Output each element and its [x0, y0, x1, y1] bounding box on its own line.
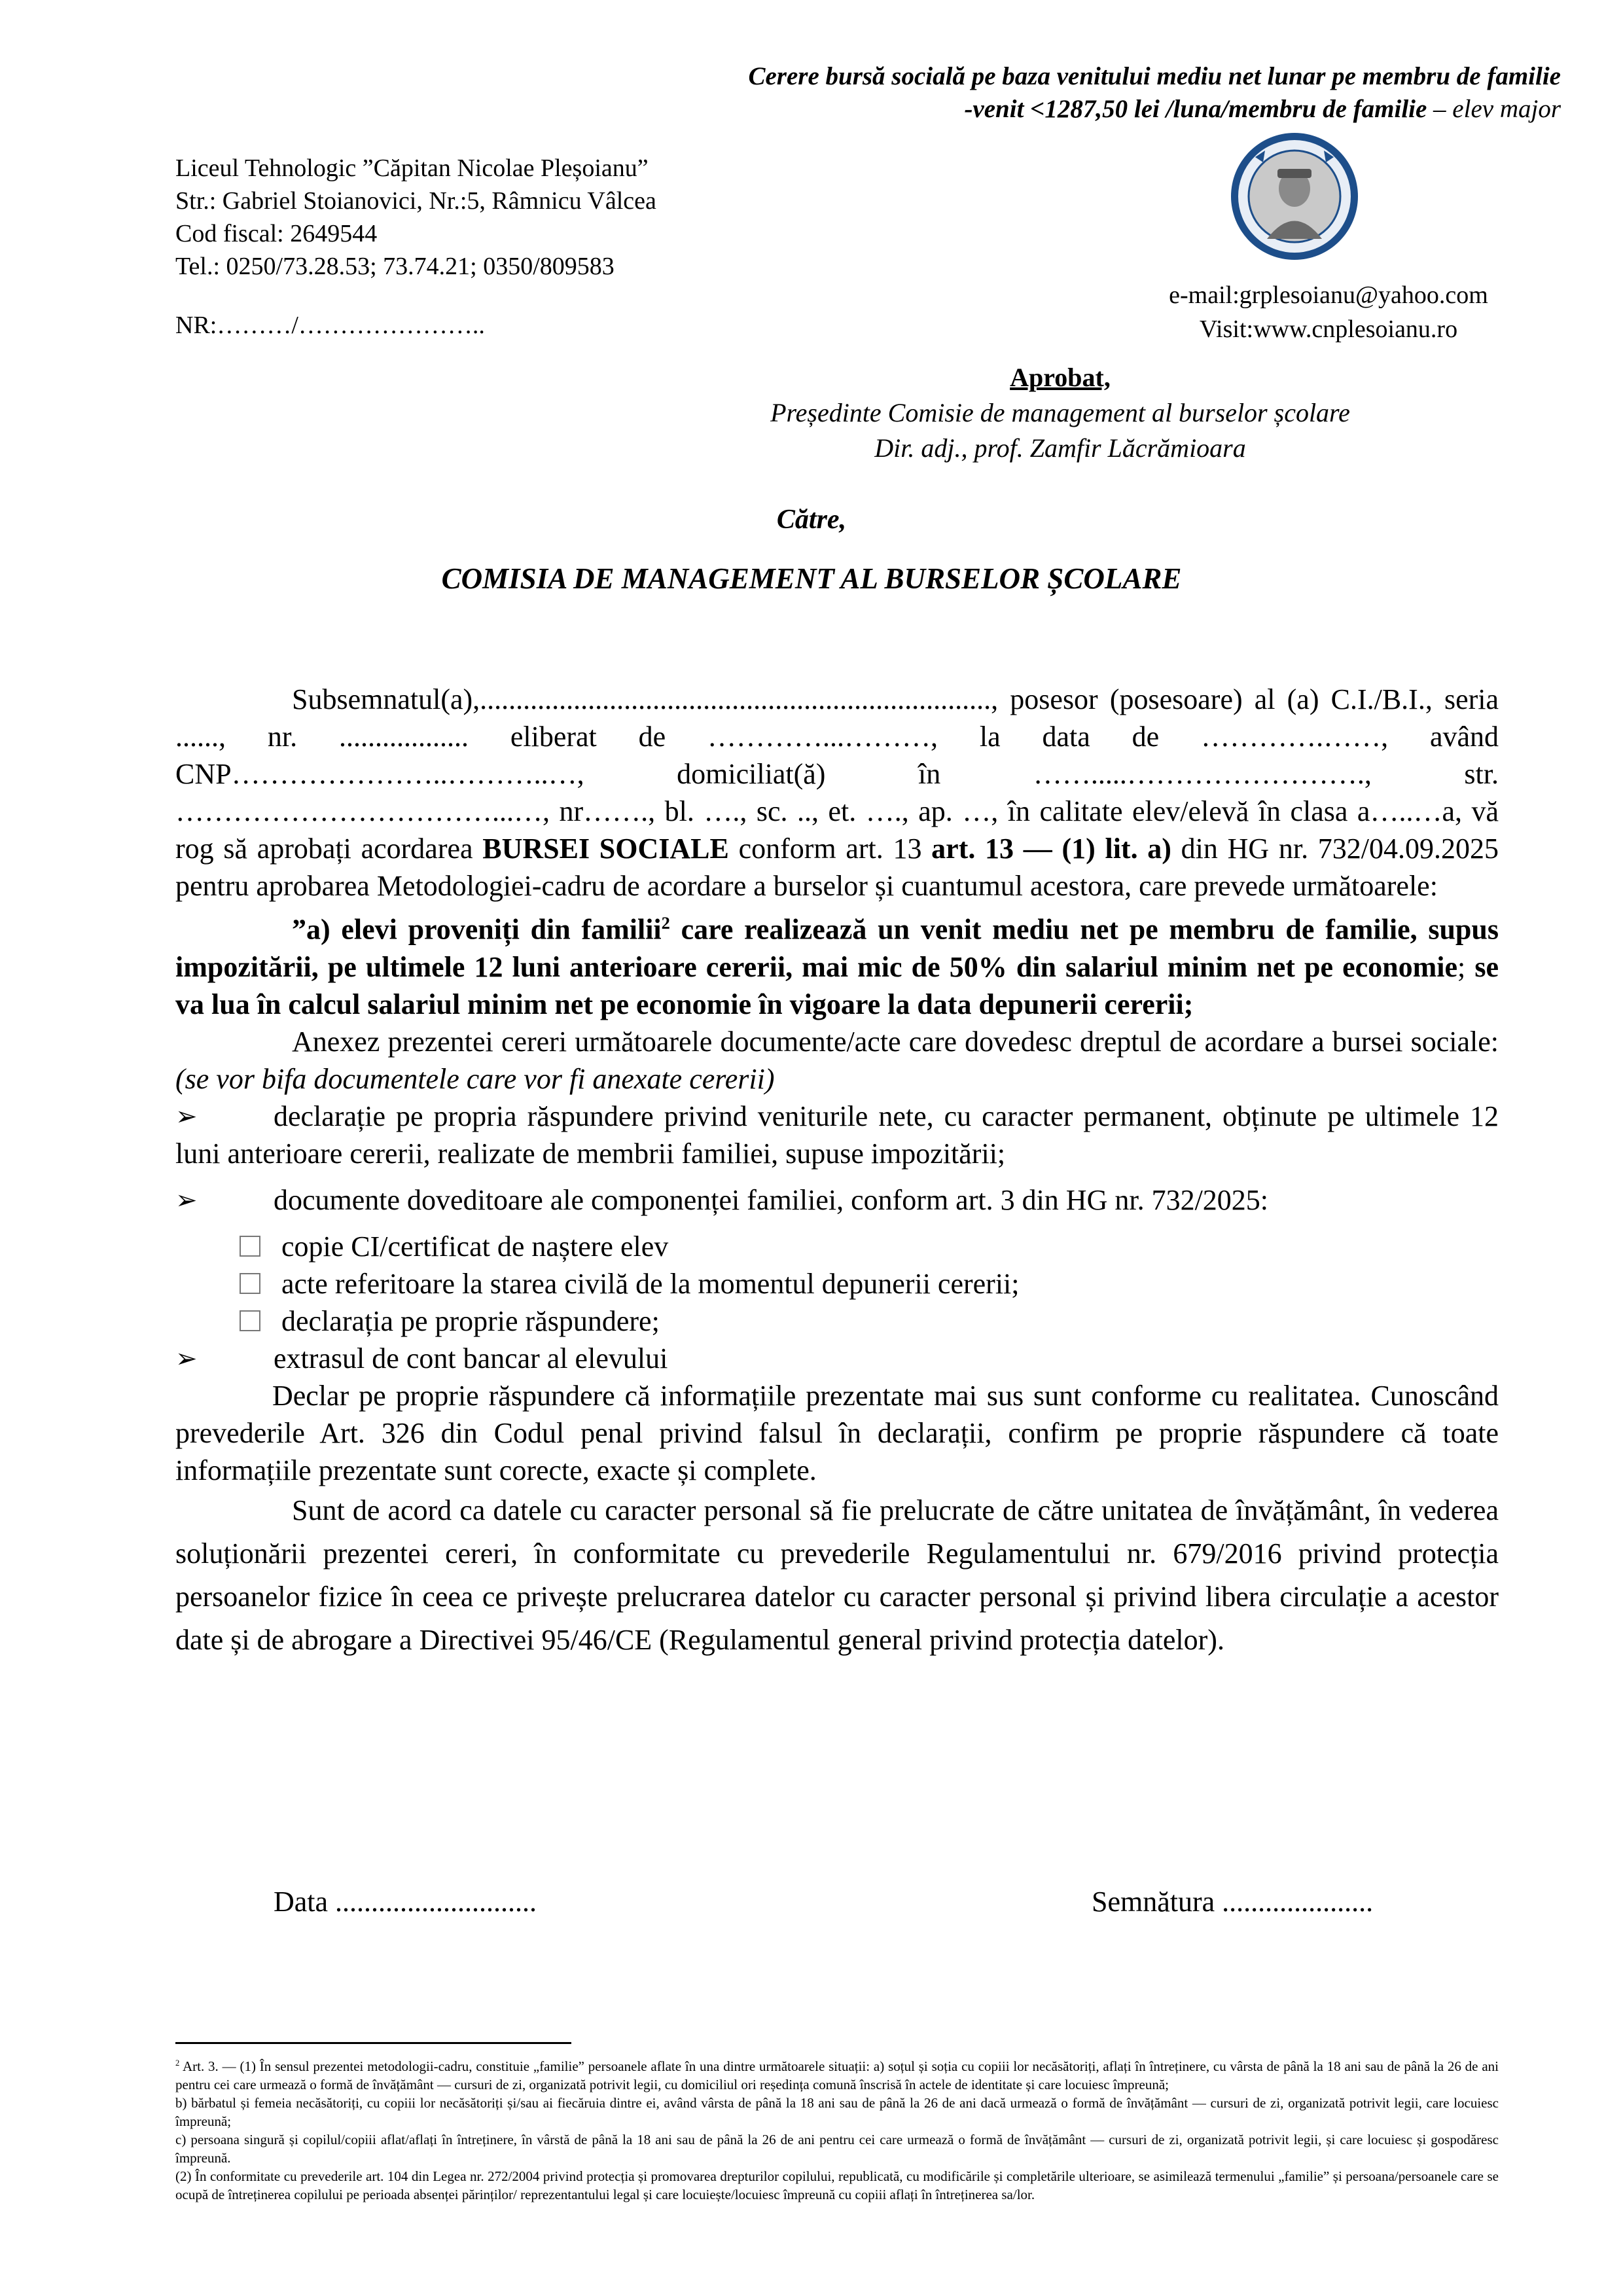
checkbox-label: acte referitoare la starea civilă de la momentul depunerii cererii;	[281, 1267, 1020, 1300]
footnote-p4: (2) În conformitate cu prevederile art. 104 din Legea nr. 272/2004 privind protecția și promovarea drepturilor copilului, republicată, cu modificările și completările ulterioare, se asimilează termenului „familie” și persoana/persoanele care se ocupă de întreținerea copilului pe perioada absenței părinților/ reprezentantului legal și care locuiește/locuiesc împreună cu copiii aflați în întreținerea sa/lor.	[175, 2168, 1499, 2202]
date-field: Data ............................	[274, 1886, 537, 1918]
school-phone: Tel.: 0250/73.28.53; 73.74.21; 0350/809583	[175, 253, 615, 280]
school-contact	[1142, 278, 1515, 346]
school-logo-icon	[1229, 131, 1360, 262]
form-type-line2: -venit <1287,50 lei /luna/membru de familie – elev major	[964, 95, 1561, 123]
checkbox[interactable]	[240, 1273, 260, 1294]
annex-intro: Anexez prezentei cereri următoarele documente/acte care dovedesc dreptul de acordare a bursei sociale: (se vor bifa documentele care vor fi anexate cererii)	[175, 1025, 1499, 1095]
addressee-commission: COMISIA DE MANAGEMENT AL BURSELOR ȘCOLARE	[441, 562, 1182, 595]
school-email: e-mail:grplesoianu@yahoo.com	[1169, 281, 1488, 309]
school-name: Liceul Tehnologic ”Căpitan Nicolae Pleșoianu”	[175, 154, 649, 182]
approval-person: Dir. adj., prof. Zamfir Lăcrămioara	[874, 433, 1246, 463]
annex-item-bank-statement: ➢ extrasul de cont bancar al elevului	[175, 1340, 1499, 1377]
request-body	[175, 681, 1499, 1662]
arrow-bullet-icon: ➢	[175, 1101, 198, 1131]
approval-role: Președinte Comisie de management al burselor școlare	[770, 398, 1350, 427]
arrow-bullet-icon: ➢	[175, 1343, 198, 1373]
checkbox-item-own-declaration[interactable]	[240, 1302, 1499, 1340]
school-address: Str.: Gabriel Stoianovici, Nr.:5, Râmnicu Vâlcea	[175, 187, 656, 215]
addressee-to: Către,	[776, 505, 847, 535]
checkbox-label: declarația pe proprie răspundere;	[281, 1304, 660, 1337]
footnote	[175, 2054, 1499, 2204]
footnote-p3: c) persoana singură și copilul/copiii aflat/aflați în întreținere, în vârstă de până la 18 ani sau de până la 26 de ani pentru cei care urmează o formă de învățământ — cursuri de zi, organizată potrivit legii, și care locuiesc și gospodăresc împreună.	[175, 2132, 1499, 2166]
approval-block	[654, 360, 1466, 466]
checkbox-item-id-copy[interactable]	[240, 1228, 1499, 1265]
truth-declaration: Declar pe proprie răspundere că informațiile prezentate mai sus sunt conforme cu realitatea. Cunoscând prevederile Art. 326 din Codul penal privind falsul în declarații, confirm pe proprie răspundere că toate informațiile prezentate sunt corecte, exacte și complete.	[175, 1379, 1499, 1486]
footnote-p1: $^2$ Art. 3. — (1) În sensul prezentei metodologii-cadru, constituie „familie” persoanele aflate în una dintre următoarele situații: a) soțul și soția cu copiii lor necăsătoriți, aflați în întreținere, cu vârsta de până la 18 ani sau de până la 26 de ani pentru cei care urmează o formă de învățământ — cursuri de zi, organizată potrivit legii, cu domiciliul ori reședința comună înscrisă în actele de identitate și care locuiesc împreună;	[175, 2058, 1499, 2092]
school-fiscal-code: Cod fiscal: 2649544	[175, 220, 378, 247]
annex-item-income-declaration: ➢ declarație pe propria răspundere privind veniturile nete, cu caracter permanent, obținute pe ultimele 12 luni anterioare cererii, realizate de membrii familiei, supuse impozitării;	[175, 1098, 1499, 1172]
checkbox-label: copie CI/certificat de naștere elev	[281, 1230, 669, 1263]
footnote-p2: b) bărbatul și femeia necăsătoriți, cu copiii lor necăsătoriți și/sau ai fiecăruia dintre ei, având vârsta de până la 18 ani sau de până la 26 de ani dacă urmează o formă de învățământ — cursuri de zi, organizată potrivit legii, care locuiesc împreună;	[175, 2095, 1499, 2129]
school-website: Visit:www.cnplesoianu.ro	[1199, 315, 1458, 343]
registration-number: NR:………/…………………..	[175, 312, 485, 339]
footnote-separator	[175, 2042, 571, 2044]
checkbox-item-civil-status[interactable]	[240, 1265, 1499, 1302]
approval-title: Aprobat,	[1010, 363, 1111, 392]
form-type-line1: Cerere bursă socială pe baza venitului mediu net lunar pe membru de familie	[748, 62, 1561, 90]
form-type-header	[748, 60, 1561, 126]
checkbox[interactable]	[240, 1236, 260, 1257]
signature-field: Semnătura .....................	[1092, 1886, 1374, 1918]
gdpr-consent: Sunt de acord ca datele cu caracter personal să fie prelucrate de către unitatea de învățământ, în vederea soluționării prezentei cereri, în conformitate cu prevederile Regulamentului nr. 679/2016 privind protecția persoanelor fizice în ceea ce privește prelucrarea datelor cu caracter personal și privind libera circulație a acestor date și de abrogare a Directivei 95/46/CE (Regulamentul general privind protecția datelor).	[175, 1494, 1499, 1656]
law-quote: ”a) elevi proveniți din familii$^2$ care realizează un venit mediu net pe membru de familie, supus impozitării, pe ultimele 12 luni anterioare cererii, mai mic de 50% din salariul minim net pe economie; se va lua în calcul salariul minim net pe economie în vigoare la data depunerii cererii;	[175, 913, 1499, 1020]
school-logo	[1229, 131, 1360, 262]
annex-item-family-documents: ➢ documente doveditoare ale componenței familiei, conform art. 3 din HG nr. 732/2025:	[175, 1181, 1499, 1219]
checkbox[interactable]	[240, 1310, 260, 1331]
school-info	[175, 152, 656, 283]
arrow-bullet-icon: ➢	[175, 1185, 198, 1215]
applicant-paragraph: Subsemnatul(a),......................................................................., posesor (posesoare) al (a) C.I./B.I., seria ......, nr. .................. eliberat de …………...………, la data de ………….……, având CNP…………………..………..…, domiciliat(ă) în …….....……………………., str. ……………………………...…, nr……., bl. …., sc. .., et. …., ap. …, în calitate elev/elevă în clasa a…..…a, vă rog să aprobați acordarea BURSEI SOCIALE conform art. 13 art. 13 — (1) lit. a) din HG nr. 732/04.09.2025 pentru aprobarea Metodologiei-cadru de acordare a burselor și cuantumul acestora, care prevede următoarele:	[175, 683, 1499, 902]
footnote-ref: 2	[661, 913, 670, 933]
